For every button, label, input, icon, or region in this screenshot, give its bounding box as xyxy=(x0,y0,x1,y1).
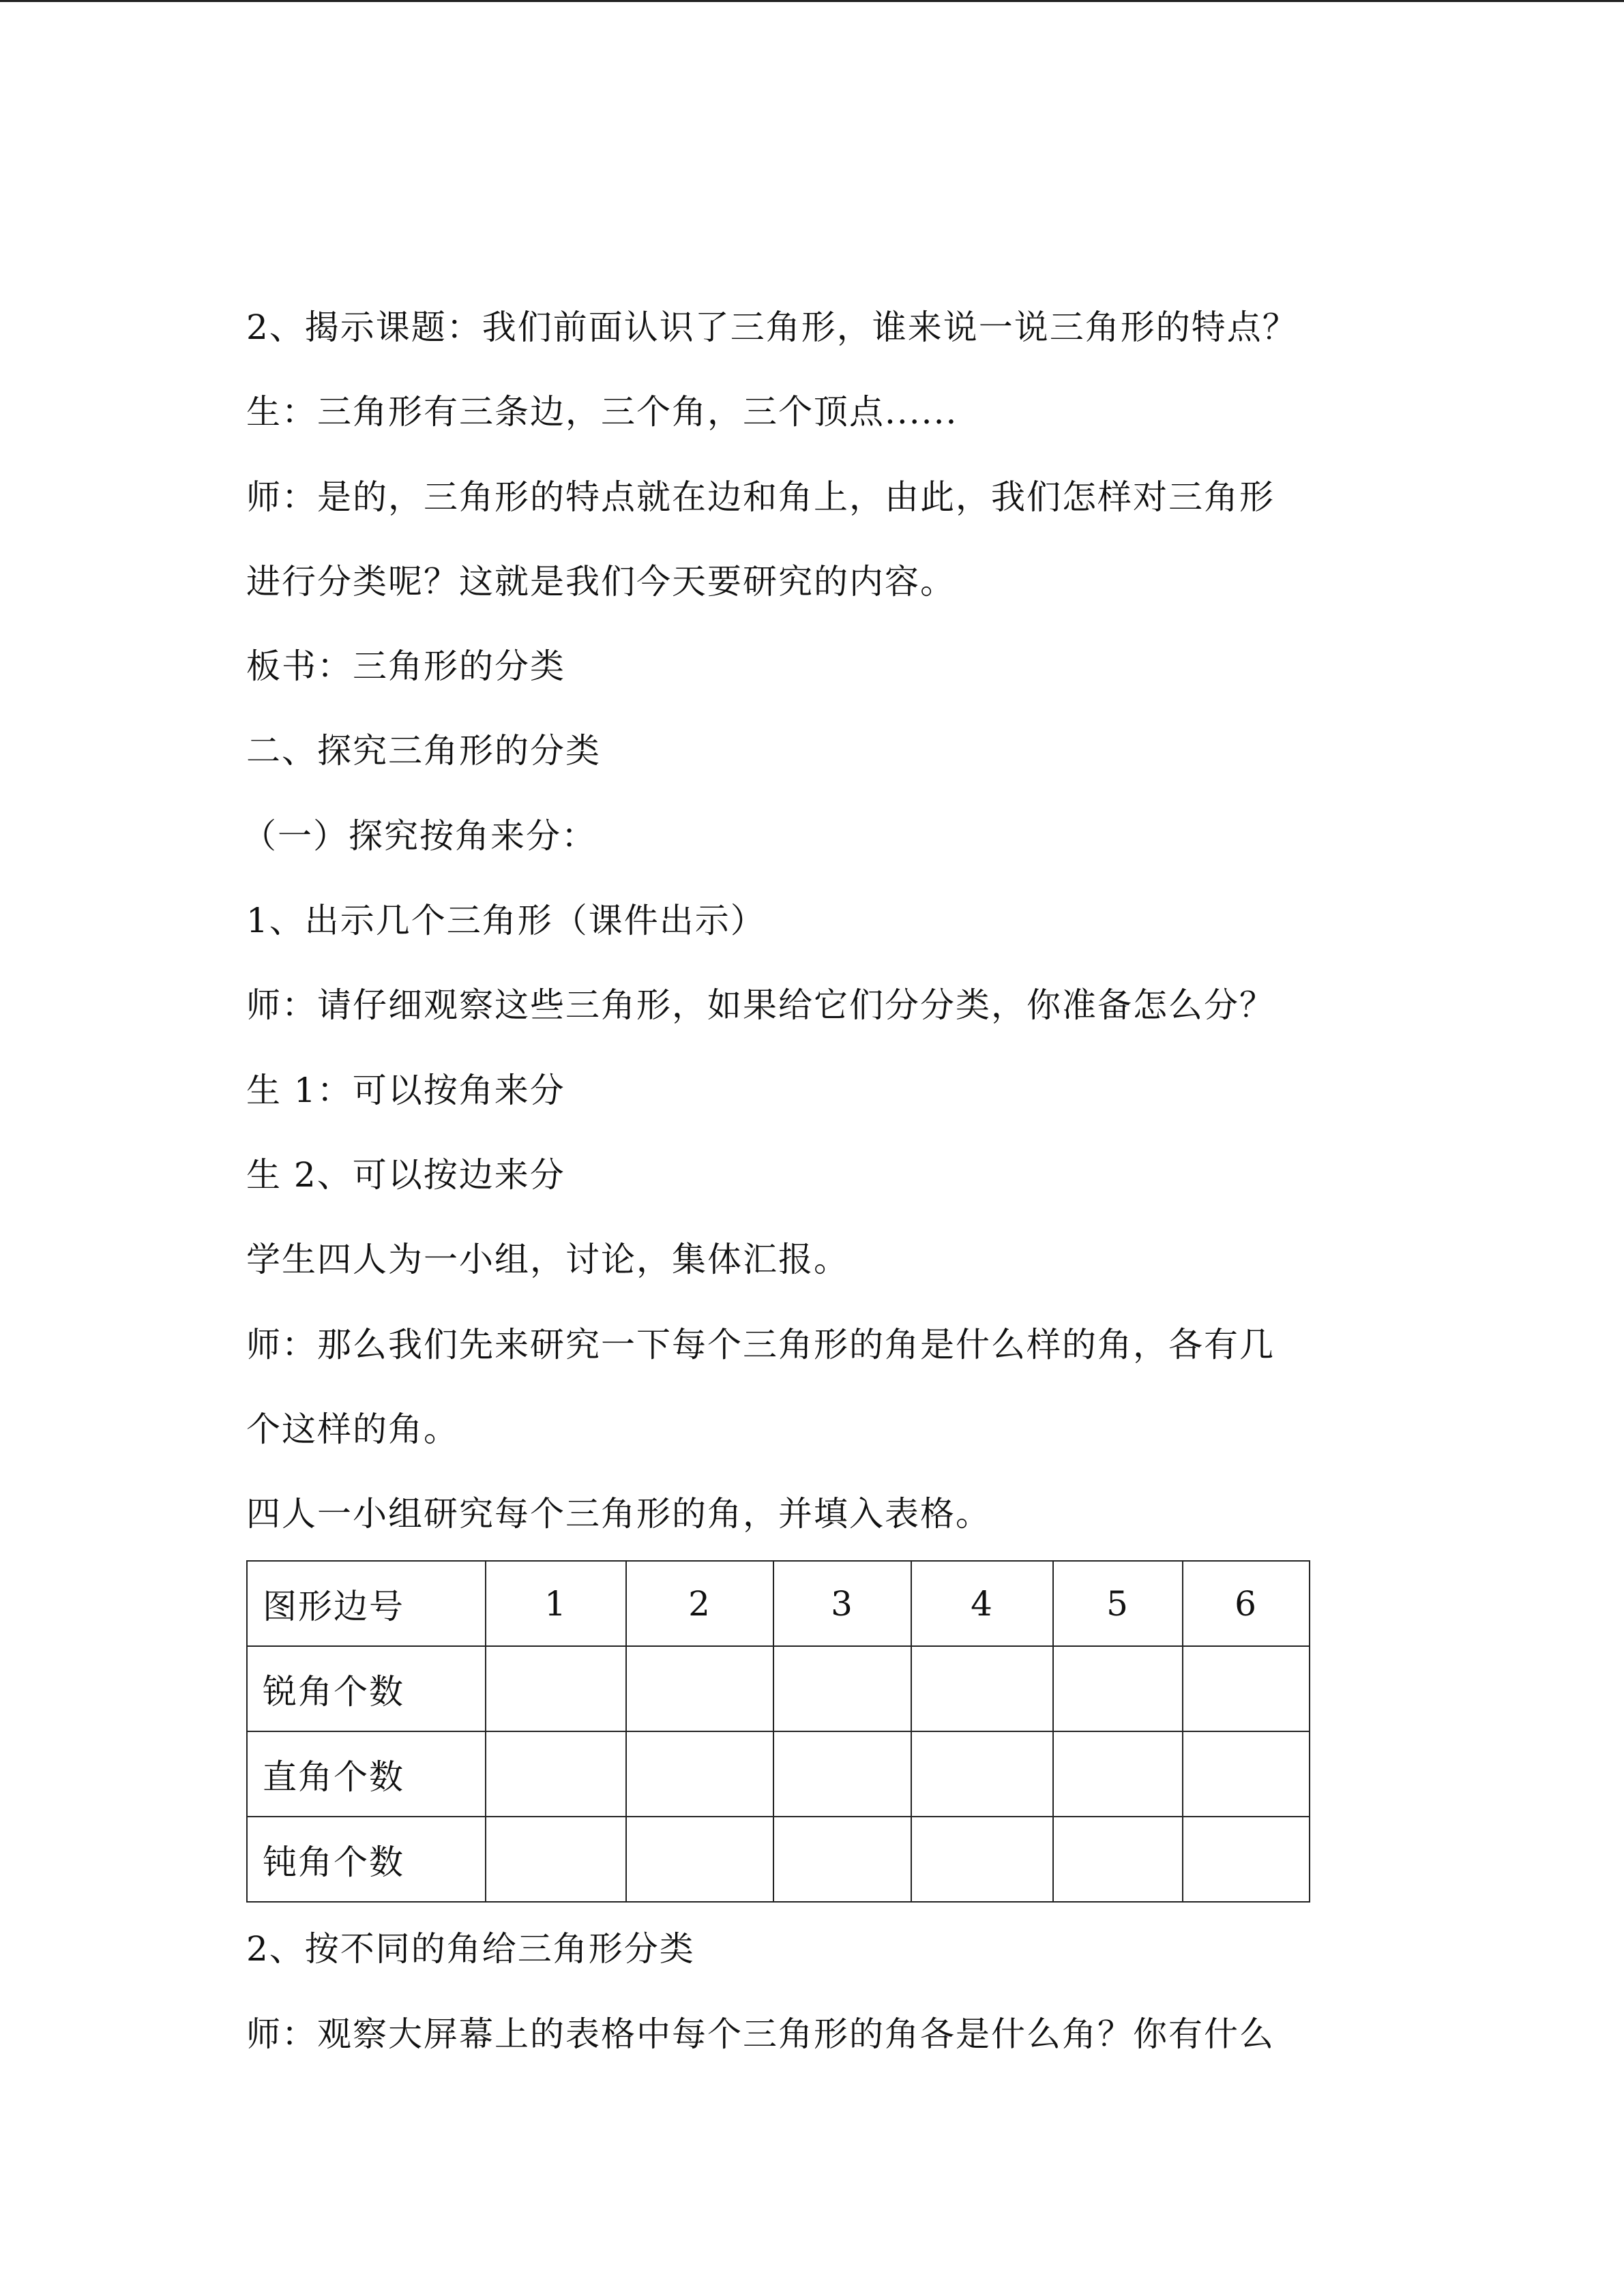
table-cell xyxy=(1053,1646,1183,1731)
table-cell xyxy=(486,1817,626,1902)
table-cell xyxy=(626,1646,773,1731)
paragraph: 生 1：可以按角来分 xyxy=(246,1070,565,1110)
table-cell xyxy=(1053,1817,1183,1902)
table-row-label: 钝角个数 xyxy=(247,1817,486,1902)
table-row-label: 直角个数 xyxy=(247,1731,486,1817)
table-row xyxy=(247,1817,1310,1902)
section-heading: 二、探究三角形的分类 xyxy=(246,731,601,771)
table-cell xyxy=(1183,1646,1310,1731)
table-row xyxy=(247,1731,1310,1817)
table-cell xyxy=(773,1731,911,1817)
table-cell xyxy=(1183,1731,1310,1817)
paragraph: 1、出示几个三角形（课件出示） xyxy=(246,901,766,941)
paragraph: 四人一小组研究每个三角形的角，并填入表格。 xyxy=(246,1494,991,1534)
paragraph: 生：三角形有三条边，三个角，三个顶点...... xyxy=(246,392,958,432)
paragraph: 2、按不同的角给三角形分类 xyxy=(246,1929,695,1969)
table-cell xyxy=(911,1817,1053,1902)
paragraph: 师：请仔细观察这些三角形，如果给它们分分类，你准备怎么分？ xyxy=(246,985,1275,1026)
document-body xyxy=(242,285,1378,2076)
table-cell xyxy=(773,1646,911,1731)
paragraph: 个这样的角。 xyxy=(246,1409,459,1449)
table-cell xyxy=(626,1731,773,1817)
table-cell xyxy=(1183,1817,1310,1902)
table-column-header: 6 xyxy=(1183,1561,1310,1646)
paragraph: 进行分类呢？这就是我们今天要研究的内容。 xyxy=(246,561,956,601)
paragraph: 师：是的，三角形的特点就在边和角上，由此，我们怎样对三角形 xyxy=(246,477,1275,517)
table-row-label: 锐角个数 xyxy=(247,1646,486,1731)
table-header-label: 图形边号 xyxy=(247,1561,486,1646)
paragraph: 2、揭示课题：我们前面认识了三角形，谁来说一说三角形的特点？ xyxy=(246,308,1298,347)
angle-count-table xyxy=(246,1560,1310,1903)
table-column-header: 5 xyxy=(1053,1561,1183,1646)
table-cell xyxy=(626,1817,773,1902)
table-cell xyxy=(486,1731,626,1817)
paragraph: 师：那么我们先来研究一下每个三角形的角是什么样的角，各有几 xyxy=(246,1324,1275,1365)
paragraph: 生 2、可以按边来分 xyxy=(246,1154,565,1195)
table-cell xyxy=(1053,1731,1183,1817)
table-column-header: 4 xyxy=(911,1561,1053,1646)
subsection-heading: （一）探究按角来分： xyxy=(242,816,597,856)
page-top-border xyxy=(0,0,1624,2)
table-column-header: 3 xyxy=(773,1561,911,1646)
table-cell xyxy=(911,1731,1053,1817)
table-cell xyxy=(773,1817,911,1902)
table-header-row xyxy=(247,1561,1310,1646)
table-cell xyxy=(486,1646,626,1731)
paragraph: 板书：三角形的分类 xyxy=(246,646,565,687)
table-column-header: 1 xyxy=(486,1561,626,1646)
table-cell xyxy=(911,1646,1053,1731)
paragraph: 师：观察大屏幕上的表格中每个三角形的角各是什么角？你有什么 xyxy=(246,2014,1275,2054)
table-row xyxy=(247,1646,1310,1731)
paragraph: 学生四人为一小组，讨论，集体汇报。 xyxy=(246,1240,849,1280)
table-column-header: 2 xyxy=(626,1561,773,1646)
